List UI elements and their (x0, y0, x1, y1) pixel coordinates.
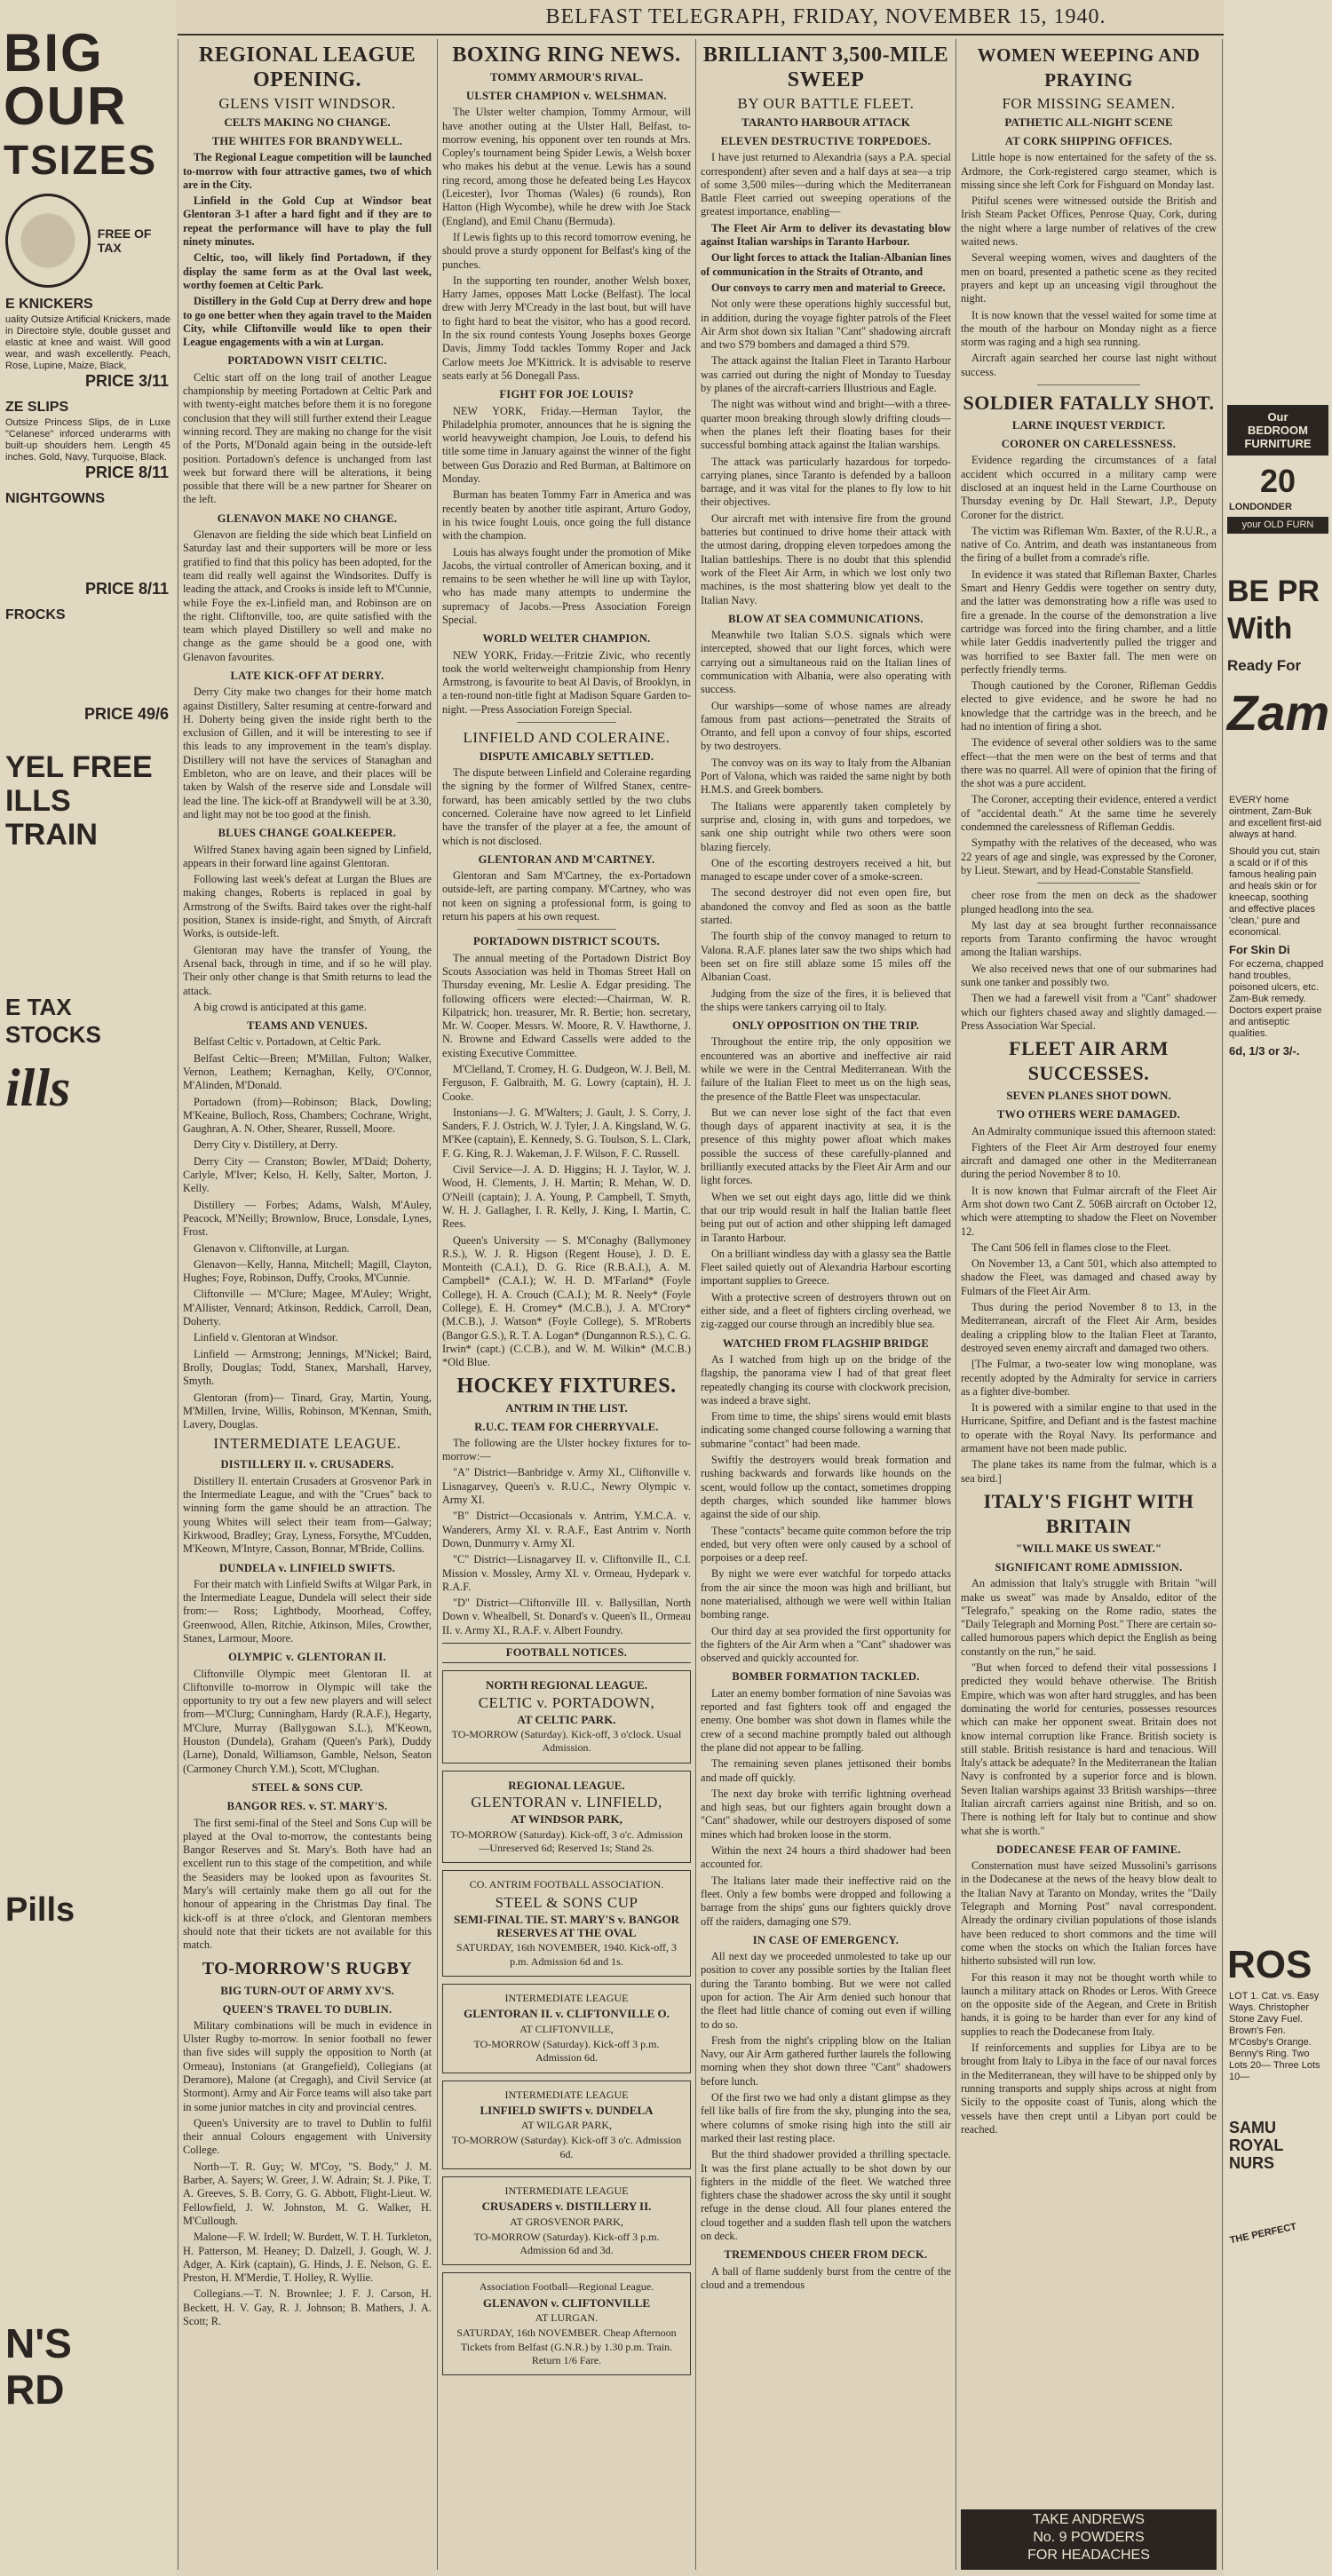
section-heading: BLUES CHANGE GOALKEEPER. (218, 827, 397, 840)
section-heading: DODECANESE FEAR OF FAMINE. (996, 1843, 1181, 1856)
section-heading: PORTADOWN VISIT CELTIC. (227, 354, 387, 368)
section-heading: THE WHITES FOR BRANDYWELL. (211, 135, 403, 147)
advert-word: YEL FREE (5, 750, 153, 784)
masthead-rule (178, 34, 1270, 36)
paragraph: Glenavon v. Cliftonville, at Lurgan. (194, 1241, 350, 1255)
advert-word: Our (1267, 410, 1288, 424)
paragraph: The second destroyer did not even open fire, but abandoned the convoy and fled as soon as the battle started. (701, 886, 951, 927)
section-heading: LATE KICK-OFF AT DERRY. (230, 669, 385, 682)
paragraph: Fighters of the Fleet Air Arm destroyed four enemy aircraft and damaged one other in the Mediterranean during the period November 8 to 10. (961, 1140, 1217, 1181)
frocks-price: PRICE 49/6 (83, 705, 169, 723)
paragraph: "But when forced to defend their vital possessions I predicted they would behave otherwise. The British Empire, which was won after hard struggles, and has been dominating the world for centuries, possesses resources which can make her opponent sweat. Britain does not know internal corruption like France. British society is still stable. British resistance is hard and tenacious. Will Italy's attack be adequate? In the Mediterranean the Italian Navy is confronted by a superior force and is blown. Seven Italian warships against 33 British warships—three Italian aircraft carriers against nine British, and so on. There is nothing left for Italy but to continue and show what she is worth." (961, 1661, 1217, 1837)
paragraph: Military combinations will be much in evidence in Ulster Rugby to-morrow. In senior football no fewer than five sides will supply the opposition to North (at Ormeau), Instonians (at Grangefield), Collegians (at Deramore), Malone (at Cregagh), and Civil Service (at Stormont). Army and Air Force teams will also take part in some junior matches in city and provincial centres. (183, 2018, 432, 2113)
free-of-tax-label: FREE OF TAX (97, 226, 152, 255)
section-heading: SIGNIFICANT ROME ADMISSION. (995, 1560, 1183, 1573)
paragraph: It is now known that the vessel waited for some time at the mouth of the harbour on Monday night as a fierce storm was raging and a high sea running. (961, 308, 1217, 349)
paragraph: The annual meeting of the Portadown District Boy Scouts Association was held in Thomas Street Hall on Thursday evening, Mr. Leslie A. Edgar presiding. The following officers were elected:—Chairman, W. R. Kilpatrick; hon. treasurer, Mr. R. Bertie; hon. secretary, Mr. W. Cooper. Messrs. W. Moore, R. V. Hawthorne, J. N. Browne and Edward Cassells were added to the existing Executive Committee. (442, 951, 691, 1059)
paragraph: For this reason it may not be thought worth while to launch a military attack on Rhodes or Leros. With Greece on the opposite side of the Aegean, and Crete in British hands, it is going to be harder than ever for any kind of supplies to reach the Dodecanese from Italy. (961, 1970, 1217, 2038)
section-heading: BOMBER FORMATION TACKLED. (732, 1670, 920, 1684)
zambuk-logo: Zam (1227, 685, 1330, 741)
paragraph: "B" District—Occasionals v. Antrim, Y.M.C.A. v. Wanderers, Army XI. v. R.A.F., East Antrim v. North Down, Dunmurry v. Army XI. (442, 1510, 691, 1550)
notice-line: AT GROSVENOR PARK, (510, 2215, 623, 2228)
notice-line: TO-MORROW (Saturday). Kick-off 3 p.m. Admission 6d and 3d. (473, 2230, 660, 2257)
paragraph: Distillery in the Gold Cup at Derry drew and hope to go one better when they again travel to the Maiden City, while Cliftonville would like to open their League engagements with a win at Lurgan. (183, 295, 432, 349)
paragraph: "C" District—Lisnagarvey II. v. Cliftonville II., C.I. Mission v. Mossley, Army XI. v. Ormeau, Hydepark v. R.A.F. (442, 1553, 691, 1593)
knickers-heading: E KNICKERS (5, 297, 93, 312)
paragraph: These "contacts" became quite common before the trip ended, but very often were only caused by a school of porpoises or a deep reef. (701, 1524, 951, 1565)
paragraph: Fresh from the night's crippling blow on the Italian Navy, our Air Arm gathered further laurels the following morning when they shot down three "Cant" shadowers before lunch. (701, 2033, 951, 2088)
paragraph: Thus during the period November 8 to 13, in the Mediterranean, aircraft of the Fleet Air Arm, besides dealing a crippling blow to the Italian Fleet at Taranto, destroyed seven enemy aircraft and damaged two others. (961, 1301, 1217, 1354)
paragraph: The victim was Rifleman Wm. Baxter, of the R.U.R., a native of Co. Antrim, and death was instantaneous from the firing of a bullet from a comrade's rifle. (961, 524, 1217, 565)
paragraph: All next day we proceeded unmolested to take up our position to cover any possible sorties by the Italian fleet during the Taranto bombing. But we were not called upon for action. The Air Arm denied such honour that the fleet had little chance of coming out even if willing to do so. (701, 1950, 951, 2031)
paragraph: The convoy was on its way to Italy from the Albanian Port of Valona, which was raided the same night by both H.M.S. and Greek bombers. (701, 756, 951, 797)
paragraph: Queen's University are to travel to Dublin to fulfil their annual Colours engagement with University College. (183, 2116, 432, 2157)
nightgowns-heading: NIGHTGOWNS (5, 491, 105, 506)
paragraph: The Ulster welter champion, Tommy Armour, will have another outing at the Ulster Hall, Belfast, to-morrow evening, his opponent over ten rounds at Mrs. Copley's tournament being Spider Lewis, a Welsh boxer who makes his debut at the venue. Lewis has a sound ring record, among those he defeated being Les Haycox (Leicester), Ivor Thomas (Wales) (6 rounds), Ron Hatton (High Wycombe), while he drew with Joe Stack (England), and Emil Chanu (Bermuda). (442, 106, 691, 227)
paragraph: Linfield v. Glentoran at Windsor. (194, 1331, 338, 1344)
paragraph: Then we had a farewell visit from a "Cant" shadower which our fighters chased away and slightly damaged.—Press Association War Special. (961, 992, 1217, 1032)
subheadline: BIG TURN-OUT OF ARMY XV'S. (220, 1983, 394, 1997)
paragraph: In the supporting ten rounder, another Welsh boxer, Harry James, opposes Matt Locke (Belfast). The local drew with Jerry M'Cready in the last bout, but will have to fight hard to beat the visitor, who has a good record. In the six round contests Young Josephs boxes George Davis, Jimmy Todd tackles Tommy Roper and Jack Carlow meets Joe M'Kittrick. It is advisable to reserve seats early at 56 Donegall Pass. (442, 273, 691, 382)
paragraph: The Cant 506 fell in flames close to the Fleet. (971, 1240, 1171, 1254)
notice-line: GLENTORAN v. LINFIELD, (471, 1794, 662, 1811)
advert-word: BEDROOM (1248, 424, 1308, 437)
section-heading: DISTILLERY II. v. CRUSADERS. (220, 1458, 394, 1471)
paragraph: The Italians were apparently taken completely by surprise and, closing in, with guns and torpedoes, we sank one ship outright while two others were soon blazing fiercely. (701, 799, 951, 853)
notice-line: INTERMEDIATE LEAGUE (504, 1992, 629, 2005)
paragraph: Our third day at sea provided the first opportunity for the fighters of the Air Arm when a "Cant" shadower was observed and quickly accounted for. (701, 1624, 951, 1665)
tax-seal-icon (5, 194, 91, 288)
notice-swifts-dundela (442, 2081, 691, 2169)
paragraph: Judging from the size of the fires, it is believed that the ships were tankers carrying oil to Italy. (701, 987, 951, 1013)
paragraph: Louis has always fought under the promotion of Mike Jacobs, the virtual controller of American boxing, and it remains to be seen whether he will line up with Taylor, who has made many attempts to undermine the supremacy of Jacobs.—Press Association Foreign Special. (442, 545, 691, 626)
notice-line: INTERMEDIATE LEAGUE (504, 2184, 629, 2197)
paragraph: Though cautioned by the Coroner, Rifleman Geddis elected to give evidence, and he swore he had no knowledge that the cartridge was in the breech, and he had no intention of firing a shot. (961, 679, 1217, 733)
advert-word: BE PR (1227, 575, 1320, 608)
paragraph: Linfield — Armstrong; Jennings, M'Nickel; Baird, Brolly, Douglas; Todd, Stanex, Marshall, Harvey, Smyth. (183, 1347, 432, 1388)
right-advert-column (1224, 0, 1332, 2576)
paragraph: NEW YORK, Friday.—Fritzie Zivic, who recently took the world welterweight championship from Henry Armstrong, is favourite to beat Al Davis, of Brooklyn, in a ten-round non-title fight at Madison Square Garden to-night. —Press Association Foreign Special. (442, 648, 691, 716)
paragraph: Collegians.—T. N. Brownlee; J. F. J. Carson, H. Beckett, H. V. Gay, R. J. Johnson; B. Mathers, J. A. Scott; R. (183, 2287, 432, 2328)
furniture-price: 20 (1259, 463, 1296, 499)
paragraph: With a protective screen of destroyers thrown out on either side, and a fleet of fighters circling overhead, we zig-zagged our course through an incredibly blue sea. (701, 1290, 951, 1331)
paragraph: The evidence of several other soldiers was to the same effect—that the men were on the best of terms and that there was no quarrel. All were of opinion that the firing of the shot was a pure accident. (961, 736, 1217, 790)
notice-steel-sons-cup (442, 1870, 691, 1977)
headline: ITALY'S FIGHT WITH BRITAIN (983, 1489, 1194, 1537)
notice-line: AT CLIFTONVILLE, (519, 2022, 614, 2035)
notice-line: GLENTORAN II. v. CLIFTONVILLE O. (464, 2007, 670, 2021)
notice-line: SATURDAY, 16th NOVEMBER, 1940. Kick-off, 3 p.m. Admission 6d and 1s. (456, 1941, 678, 1968)
notice-line: CO. ANTRIM FOOTBALL ASSOCIATION. (469, 1878, 664, 1891)
paragraph: The Regional League competition will be launched to-morrow with four attractive games, two of which are in the City. (183, 151, 432, 191)
paragraph: "D" District—Cliftonville III. v. Ballysillan, North Down v. Whealbell, St. Donard's v. Queen's II., Ormeau II. v. Army XI., R.A.F. v. Albert Foundry. (442, 1597, 691, 1637)
paragraph: Celtic start off on the long trail of another League championship by meeting Portadown at Celtic Park and with twenty-eight matches before them it is no foregone conclusion that they will still further extend their League winning record. They are making no change for the visit of the Ports, M'Donald again being in the outside-left position. Portadown's defence is unchanged from last week but forward there will be alterations, it being possible that there will be a new partner for Shearer on the left. (183, 370, 432, 506)
section-heading: BLOW AT SEA COMMUNICATIONS. (728, 612, 924, 625)
advert-word: N'S (5, 2320, 72, 2366)
column-rule (695, 39, 696, 2570)
subheadline: DISPUTE AMICABLY SETTLED. (480, 749, 654, 764)
paragraph: Cliftonville Olympic meet Glentoran II. at Cliftonville to-morrow in Olympic will take the opportunity to try out a few new players and will select from—M'Clurg; Cunningham, Hardy (R.A.F.), Hegarty, M'Clure, Murray (Ballygowan S.L.), M'Keown, Houston (Dundela), Graham (Queen's Park), Duddy (Larne), Donald, Williamson, Gamble, Nelson, Seaton (Carmoney Church Y.M.), Scott, M'Clughan. (183, 1667, 432, 1775)
subheadline: GLENS VISIT WINDSOR. (218, 95, 396, 112)
zambuk-text: EVERY home ointment, Zam-Buk and excellent first-aid always at hand. (1229, 795, 1321, 840)
furniture-footer: your OLD FURN (1227, 517, 1328, 534)
frocks-text (0, 625, 176, 705)
section-heading: WATCHED FROM FLAGSHIP BRIDGE (722, 1336, 930, 1350)
headline: TO-MORROW'S RUGBY (202, 1958, 413, 1978)
paragraph: The following are the Ulster hockey fixtures for to-morrow:— (442, 1436, 691, 1463)
subheadline: "WILL MAKE US SWEAT." (1015, 1541, 1162, 1555)
subheadline: CELTS MAKING NO CHANGE. (224, 115, 391, 129)
subheadline: BY OUR BATTLE FLEET. (737, 95, 915, 112)
notice-line: AT WILGAR PARK, (520, 2119, 613, 2132)
paragraph: The attack was particularly hazardous for torpedo-carrying planes, since Taranto is defended by a balloon barrage, and it was vital for the planes to fly low to hit their objectives. (701, 455, 951, 509)
notice-line: LINFIELD SWIFTS v. DUNDELA (480, 2103, 654, 2117)
frocks-heading: FROCKS (5, 607, 66, 622)
notice-line: CRUSADERS v. DISTILLERY II. (481, 2200, 652, 2214)
advert-word: RD (5, 2366, 65, 2413)
advert-word: BIG (4, 23, 104, 83)
advert-word: TRAIN (5, 818, 98, 852)
slips-heading: ZE SLIPS (5, 400, 69, 415)
paragraph: Swiftly the destroyers would break formation and rushing backwards and forwards like hounds on the scent, would follow up the contact, sometimes dropping depth charges, which sounded like hammer blows against the side of our ship. (701, 1454, 951, 1521)
paragraph: A big crowd is anticipated at this game. (194, 1000, 367, 1013)
paragraph: [The Fulmar, a two-seater low wing monoplane, was recently adopted by the Admiralty for service in carriers as a fighter dive-bomber. (961, 1358, 1217, 1398)
paragraph: If reinforcements and supplies for Libya are to be brought from Italy to Libya in the face of our naval forces in the Mediterranean, they will have to be shipped only by running transports and supply ships across at night from Sicily to the opposite coast of Tunis, along which the vessels have then crept until a Libyan port could be reached. (961, 2041, 1217, 2136)
headline: FLEET AIR ARM SUCCESSES. (1009, 1037, 1169, 1085)
paragraph: From time to time, the ships' sirens would emit blasts indicating some changed course following a warning that submarine "contact" had been made. (701, 1410, 951, 1450)
section-heading: GLENTORAN AND M'CARTNEY. (478, 852, 655, 866)
notice-line: INTERMEDIATE LEAGUE (504, 2088, 629, 2101)
notice-line: TO-MORROW (Saturday). Kick-off 3 p.m. Admission 6d. (473, 2037, 660, 2065)
notice-line: NORTH REGIONAL LEAGUE. (486, 1678, 647, 1692)
paragraph: Later an enemy bomber formation of nine Savoias was reported and fast fighters took off and engaged the enemy. One bomber was shot down in flames while the crew of a second machine promptly baled out although the plane did not appear to be falling. (701, 1686, 951, 1754)
paragraph: NEW YORK, Friday.—Herman Taylor, the Philadelphia promoter, announces that he is signing the world heavyweight champion, Joe Louis, to defend his title some time in January against the winner of the fight between Gus Dorazio and Red Burman, at Baltimore on Monday. (442, 404, 691, 486)
notice-line: AT LURGAN. (535, 2311, 599, 2325)
paragraph: Of the first two we had only a distant glimpse as they fell like balls of fire from the sky, plunging into the sea, where columns of smoke rising high into the still air marked their last resting place. (701, 2091, 951, 2144)
section-heading: TWO OTHERS WERE DAMAGED. (996, 1108, 1181, 1122)
knickers-price: PRICE 3/11 (84, 372, 169, 390)
paragraph: Sympathy with the relatives of the deceased, who was 22 years of age and single, was expressed by the Coroner, by Lieut. Stewart, and by Head-Constable Stansfield. (961, 836, 1217, 876)
paragraph: My last day at sea brought further reconnaissance reports from Taranto confirming the havoc wrought among the Italian warships. (961, 918, 1217, 959)
notice-line: REGIONAL LEAGUE. (508, 1778, 625, 1792)
paragraph: It is powered with a similar engine to that used in the Hurricane, Spitfire, and Defiant and is the fastest machine to operate with the Royal Navy. Its performance and armament have not been made public. (961, 1401, 1217, 1455)
divider (1037, 883, 1139, 884)
column-boxing-hockey (442, 39, 691, 2572)
paragraph: An Admiralty communique issued this afternoon stated: (971, 1124, 1217, 1137)
paragraph: Belfast Celtic—Breen; M'Millan, Fulton; Walker, Vernon, Leathem; Kernaghan, Kelly, O'Connor, M'Alinden, M'Donald. (183, 1051, 432, 1092)
section-heading: ONLY OPPOSITION ON THE TRIP. (732, 1019, 920, 1033)
notice-line: TO-MORROW (Saturday). Kick-off 3 o'c. Admission 6d. (451, 2134, 682, 2160)
advert-word: E TAX (5, 994, 72, 1020)
headline: BRILLIANT 3,500-MILE SWEEP (702, 44, 949, 91)
paragraph: Consternation must have seized Mussolini's garrisons in the Dodecanese at the news of the heavy blow dealt to the Italian Navy at Taranto on Monday, writes the "Daily Telegraph and Morning Post" naval correspondent. Already the ordinary civilian populations of those islands have been reduced to short commons and the time will come when the stocks on which the Italian forces have hitherto subsisted will run low. (961, 1859, 1217, 1968)
paragraph: Portadown (from)—Robinson; Black, Dowling; M'Keaine, Bulloch, Ross, Chambers; Cochrane, Wright, Gaughran, A. N. Other, Shearer, Russell, Moore. (183, 1095, 432, 1136)
paragraph: But the third shadower provided a thrilling spectacle. It was the first plane actually to be shot down by our fighters in the middle of the fleet. We watched three fighters chase the shadower across the sky until it sought refuge in the dense cloud. All four planes entered the cloud together and a sudden flash tell upon the watchers on deck. (701, 2148, 951, 2243)
perfect-advert: THE PERFECT (1228, 2221, 1298, 2247)
outsize-advert-headline (4, 23, 176, 186)
divider (517, 722, 616, 723)
paragraph: By night we were ever watchful for torpedo attacks from the air since the moon was high and brilliant, but none materialised, although we were well within Italian bombing range. (701, 1567, 951, 1621)
paragraph: Throughout the entire trip, the only opposition we encountered was an abortive and ineffective air raid while we were in the Central Mediterranean. With the failure of the Italian Fleet to meet us on the high seas, the presence of the Battle Fleet was unspectacular. (701, 1035, 951, 1103)
subheadline: SEVEN PLANES SHOT DOWN. (1006, 1089, 1171, 1103)
paragraph: Not only were these operations highly successful but, in addition, during the voyage fighter patrols of the Fleet Air Arm shot down six Italian "Cant" shadowing aircraft and two S79 bombers and damaged a third S79. (701, 297, 951, 352)
paragraph: Cliftonville — M'Clure; Magee, M'Auley; Wright, M'Allister, Vennard; Atkinson, Reddick, Carroll, Dean, Doherty. (183, 1288, 432, 1328)
section-heading: DUNDELA v. LINFIELD SWIFTS. (218, 1561, 396, 1574)
headline: HOCKEY FIXTURES. (456, 1374, 677, 1398)
column-cork-larne-italy (961, 39, 1217, 2572)
paragraph: "A" District—Banbridge v. Army XI., Cliftonville v. Lisnagarvey, Queen's v. R.U.C., Newry Olympic v. Army XI. (442, 1466, 691, 1507)
advert-word: ILLS (5, 784, 71, 818)
paragraph: Following last week's defeat at Lurgan the Blues are making changes, Roberts is replaced in goal by Armstrong of the Swifts. Baird takes over the right-half position, Stanex is inside-right, and Smyth, of Aircraft Works, is outside-left. (183, 873, 432, 940)
advert-line: TAKE ANDREWS (1033, 2512, 1145, 2527)
subheadline: INTERMEDIATE LEAGUE. (213, 1435, 401, 1453)
paragraph: The next day broke with terrific lightning overhead and high seas, but our fighters again brought down a "Cant" shadower, while our destroyers disposed of some mines which had broken loose in the storm. (701, 1787, 951, 1841)
paragraph: In evidence it was stated that Rifleman Baxter, Charles Smart and Henry Geddis were together on sentry duty, and the latter was demonstrating how a rifle was used to fire a grenade. In the course of the demonstration a live cartridge was forced into the firing chamber, and a little while later Geddis inadvertently pulled the trigger and was horrified to see Baxter fall. The men were on perfectly friendly terms. (961, 567, 1217, 676)
advert-word: Ready For (1227, 657, 1302, 674)
advert-word: With (1227, 612, 1293, 646)
bottom-left-advert (5, 2320, 170, 2413)
headline: REGIONAL LEAGUE OPENING. (198, 44, 416, 91)
paragraph: Burman has beaten Tommy Farr in America and was recently beaten by another title aspirant, Arturo Godoy, in his twice fought Louis, once going the full distance with the champion. (442, 488, 691, 543)
subheadline: ANTRIM IN THE LIST. (505, 1400, 628, 1415)
paragraph: But we can never lose sight of the fact that even though days of apparent inactivity at sea, it is the presence of this mighty power afloat which makes possible the success of these carefully-planned and brilliantly executed attacks by the Fleet Air Arm and our light forces. (701, 1106, 951, 1187)
section-heading: BANGOR RES. v. ST. MARY'S. (226, 1800, 388, 1813)
paragraph: Our light forces to attack the Italian-Albanian lines of communication in the Straits of Otranto, and (701, 251, 951, 278)
notice-line: STEEL & SONS CUP (495, 1893, 638, 1911)
subheadline: PATHETIC ALL-NIGHT SCENE (1004, 115, 1173, 129)
notice-line: GLENAVON v. CLIFTONVILLE (482, 2295, 651, 2310)
headline: BOXING RING NEWS. (452, 44, 681, 67)
notice-line: TO-MORROW (Saturday). Kick-off, 3 o'c. Admission—Unreserved 6d; Reserved 1s; Stand 2s. (450, 1827, 683, 1854)
section-heading: R.U.C. TEAM FOR CHERRYVALE. (474, 1420, 659, 1433)
notice-crusaders-distillery (442, 2176, 691, 2265)
page-masthead: BELFAST TELEGRAPH, FRIDAY, NOVEMBER 15, 1940. (545, 5, 1106, 28)
paragraph: If Lewis fights up to this record tomorrow evening, he should prove a sturdy opponent for Belfast's king of the punches. (442, 230, 691, 271)
divider (517, 929, 616, 930)
notice-glentoran-cliftonville (442, 1984, 691, 2073)
knickers-text: uality Outsize Artificial Knickers, made in Directoire style, double gusset and elastic at knee and waist. Will good wear, and wash excellently. Peach, Rose, Lupine, Maize, Black, (5, 314, 170, 371)
paragraph: The night was without wind and bright—with a three-quarter moon breaking through slowly drifting clouds—when the planes left their floating bases for their successful bombing attack against the Italian warships. (701, 398, 951, 452)
advert-line: FOR HEADACHES (1027, 2548, 1150, 2563)
zambuk-text: Should you cut, stain a scald or if of this famous healing pain and heals skin or for kneecap, soothing and effective places 'clean,' pure and economical. (1229, 846, 1320, 938)
zambuk-price: 6d, 1/3 or 3/-. (1229, 1044, 1300, 1058)
section-heading: OLYMPIC v. GLENTORAN II. (228, 1651, 386, 1664)
paragraph: Derry City make two changes for their home match against Distillery, Salter resuming at centre-forward and H. Doherty being given the inside right berth to the exclusion of Gillen, and it will be interesting to see if this leads to any improvement in the team's display. Distillery will not have the services of Stanaghan and Embleton, who are on leave, and their places will be taken by Walsh of the reserve side and Lonsdale will lead the line. The kick-off at Brandywell will be at 3.30, and light may not be too good at the finish. (183, 686, 432, 820)
advert-word: TSIZES (4, 137, 158, 183)
paragraph: Distillery II. entertain Crusaders at Grosvenor Park in the Intermediate League, and with the "Crues" back to winning form the game should be an attraction. The young Whites will select their team from—Galway; Kirkwood, Bradley; Gray, Lyness, Forsythe, M'Cudden, M'Keown, M'Intyre, Casson, Bonnar, M'Bride, Collins. (183, 1474, 432, 1556)
paragraph: Evidence regarding the circumstances of a fatal accident which occurred in a military camp were disclosed at an inquest held in the Larne Courthouse on Thursday evening by Dr. Hall Stewart, J.P., Deputy Coroner for the district. (961, 454, 1217, 521)
paragraph: We also received news that one of our submarines had sunk one tanker and possibly two. (961, 962, 1217, 989)
furniture-location: LONDONDER (1229, 502, 1292, 512)
paragraph: Celtic, too, will likely find Portadown, if they display the same form as at the Oval last week, worthy foemen at Celtic Park. (183, 251, 432, 291)
paragraph: M'Clelland, T. Cromey, H. G. Dudgeon, W. J. Bell, M. Ferguson, F. Galbraith, M. G. Lowry (captain), H. J. Cooke. (442, 1063, 691, 1103)
zambuk-text: For eczema, chapped hand troubles, poisoned ulcers, etc. Zam-Buk remedy. Doctors expert praise and antiseptic qualities. (1229, 959, 1324, 1039)
paragraph: The Coroner, accepting their evidence, entered a verdict of "accidental death." At the same time he severely condemned the carelessness of Rifleman Geddis. (961, 793, 1217, 834)
column-rule (437, 39, 438, 2570)
notice-glenavon-cliftonville (442, 2272, 691, 2375)
nightgowns-text (0, 509, 176, 580)
paragraph: Our convoys to carry men and material to Greece. (711, 281, 946, 294)
zambuk-subhead: For Skin Di (1229, 943, 1290, 956)
paragraph: Glenavon—Kelly, Hanna, Mitchell; Magill, Clayton, Hughes; Foye, Robinson, Duffy, Crooks, M'Cunnie. (183, 1257, 432, 1285)
paragraph: Instonians—J. G. M'Walters; J. Gault, J. S. Corry, J. Sanders, F. J. Ostrich, W. J. Tyler, J. A. Kingsland, W. G. M'Kee (captain), E. Kennedy, S. G. Toulson, S. L. Clark, F. G. King, R. J. Wakeman, J. F. Wilson, F. C. Russell. (442, 1106, 691, 1160)
paragraph: Glentoran (from)— Tinard, Gray, Martin, Young, M'Millen, Irvine, Willis, Robinson, M'Kennan, Smith, Lavery, Douglas. (183, 1391, 432, 1431)
nightgowns-price: PRICE 8/11 (84, 580, 169, 598)
paragraph: Little hope is now entertained for the safety of the ss. Ardmore, the Cork-registered cargo steamer, which is missing since she left Cork for Fishguard on Monday last. (961, 151, 1217, 191)
paragraph: When we set out eight days ago, little did we think that our trip would result in half the Italian battle fleet being put out of action and other shipping left damaged in Taranto Harbour. (701, 1190, 951, 1244)
notice-celtic-portadown (442, 1670, 691, 1763)
advert-word: FURNITURE (1244, 437, 1312, 450)
paragraph: An admission that Italy's struggle with Britain "will make us sweat" was made by Ansaldo, editor of the "Telegrafo," speaking on the Rome radio, states the "Daily Telegraph and Morning Post." There are certain so-called humorous papers which depict the English as being constantly on the run," he said. (961, 1577, 1217, 1658)
slips-price: PRICE 8/11 (84, 464, 169, 481)
subheadline: TARANTO HARBOUR ATTACK (741, 115, 910, 129)
paragraph: Within the next 24 hours a third shadower had been accounted for. (701, 1844, 951, 1871)
section-heading: QUEEN'S TRAVEL TO DUBLIN. (222, 2002, 392, 2016)
paragraph: Several weeping women, wives and daughters of the men on board, presented a pathetic scene as they recited prayers and kept up an unceasing vigil throughout the night. (961, 251, 1217, 305)
paragraph: Aircraft again searched her course last night without success. (961, 352, 1217, 378)
section-heading: PORTADOWN DISTRICT SCOUTS. (472, 935, 661, 948)
paragraph: Glentoran may have the transfer of Young, the Arsenal back, through in time, and if so he will play. Their only other change is that Smith returns to lead the attack. (183, 943, 432, 997)
subheadline: FOR MISSING SEAMEN. (1002, 95, 1176, 112)
paragraph: Malone—F. W. Irdell; W. Burdett, W. T. H. Turkleton, H. Patterson, M. Heaney; D. Dalzell, J. Gough, W. J. Adger, A. Kirk (captain), G. Hinds, J. E. Nelson, G. E. Preston, H. M'Merdie, T. Holley, R. Wyllie. (183, 2231, 432, 2285)
notices-heading: FOOTBALL NOTICES. (442, 1643, 691, 1663)
ros-advert: ROS (1227, 1943, 1312, 1986)
paragraph: The plane takes its name from the fulmar, which is a sea bird.] (961, 1458, 1217, 1485)
divider (1037, 384, 1139, 385)
notice-line: TO-MORROW (Saturday). Kick-off, 3 o'clock. Usual Admission. (451, 1728, 682, 1755)
paragraph: Wilfred Stanex having again been signed by Linfield, appears in their forward line against Glentoran. (183, 843, 432, 869)
paragraph: On November 13, a Cant 501, which also attempted to shadow the Fleet, was damaged and chased away by Fulmars of the Fleet Air Arm. (961, 1257, 1217, 1297)
paragraph: Glenavon are fielding the side which beat Linfield on Saturday last and their supporters will be more or less gratified to find that this policy has been adopted, for the team did really well against the Windsorites. Duffy is leading the attack, and Crooks is inside left to M'Cunnie, while Foye the ex-Linfield man, and Robinson are on the right. Cliftonville, too, are quite satisfied with the team which played Distillery so well and make no change as the game should be a good one, with Glenavon favourites. (183, 528, 432, 663)
section-heading: AT CORK SHIPPING OFFICES. (1004, 135, 1173, 147)
paragraph: Meanwhile two Italian S.O.S. signals which were intercepted, showed that our light forces, which were carrying out a simultaneous raid on the Italian lines of communication with Albania, were also operating with success. (701, 629, 951, 696)
advert-word: STOCKS (5, 1021, 101, 1048)
wills-logo: ills (5, 1058, 71, 1117)
paragraph: Linfield in the Gold Cup at Windsor beat Glentoran 3-1 after a hard fight and if they are to repeat the performance will have to play the full ninety minutes. (183, 194, 432, 249)
pills-advert: Pills (5, 1891, 75, 1929)
paragraph: A ball of flame suddenly burst from the centre of the cloud and a tremendous (701, 2264, 951, 2291)
paragraph: cheer rose from the men on deck as the shadower plunged headlong into the sea. (961, 889, 1217, 915)
paragraph: The first semi-final of the Steel and Sons Cup will be played at the Oval to-morrow, the contestants being Bangor Reserves and St. Mary's. Both have had an excellent run to this stage of the competition, and while the Seasiders may be looked upon as favourites St. Mary's will certainly make them go all out for the honour of appearing in the Christmas Day final. The kick-off is at three o'clock, and Glentoran members should note that their tickets are not available for this match. (183, 1816, 432, 1952)
notice-glentoran-linfield (442, 1771, 691, 1863)
section-heading: IN CASE OF EMERGENCY. (752, 1933, 900, 1946)
paragraph: It is now known that Fulmar aircraft of the Fleet Air Arm shot down two Cant Z. 506B aircraft on October 12, which were attempting to shadow the Fleet on November 12. (961, 1184, 1217, 1238)
notice-line: AT WINDSOR PARK, (511, 1812, 622, 1827)
column-rule (1222, 39, 1223, 2570)
paragraph: The remaining seven planes jettisoned their bombs and made off quickly. (701, 1757, 951, 1784)
rail-advert (5, 750, 170, 852)
section-heading: CORONER ON CARELESSNESS. (1001, 438, 1177, 451)
tax-advert (5, 994, 170, 1049)
section-heading: ELEVEN DESTRUCTIVE TORPEDOES. (720, 135, 932, 147)
paragraph: North—T. R. Guy; W. M'Coy, "S. Body," J. M. Barber, A. Sayers; W. Greer, J. W. Adrain; St. J. Pike, T. A. Greeves, S. B. Corry, G. G. Abbott, Flight-Lieut. W. Fellowfield, J. W. Johnston, M. G. Walker, H. M'Cullough. (183, 2160, 432, 2227)
furniture-advert (1227, 405, 1328, 456)
subheadline: LARNE INQUEST VERDICT. (1011, 418, 1166, 432)
paragraph: Civil Service—J. A. D. Higgins; H. J. Taylor, W. J. Wood, H. Clements, J. H. Martin; R. Mehan, W. D. O'Neill (captain); J. A. Young, P. Campbell, T. Smyth, W. H. J. Gallagher, I. R. Kelly, J. King, I. Martin, C. Rees. (442, 1163, 691, 1231)
paragraph: For their match with Linfield Swifts at Wilgar Park, in the Intermediate League, Dundela will select their side from:— Ross; Lightbody, Moorhead, Coffey, Greenwood, Allen, Ritchie, Atkinson, Miles, Crowther, Stanex, Larmour, Moore. (183, 1577, 432, 1645)
section-heading: WORLD WELTER CHAMPION. (482, 632, 651, 646)
paragraph: Belfast Celtic v. Portadown, at Celtic Park. (194, 1035, 382, 1049)
paragraph: Pitiful scenes were witnessed outside the British and Irish Steam Packet Offices, Penrose Quay, Cork, during the night where a large number of relatives of the crew waited news. (961, 194, 1217, 249)
paragraph: The Fleet Air Arm to deliver its devastating blow against Italian warships in Taranto Harbour. (701, 221, 951, 249)
section-heading: FIGHT FOR JOE LOUIS? (499, 388, 634, 401)
column-regional-league (183, 39, 432, 2572)
subheadline: TOMMY ARMOUR'S RIVAL. (489, 70, 644, 83)
column-fleet-sweep (701, 39, 951, 2572)
paragraph: Our warships—some of whose names are already famous from past actions—penetrated the Straits of Otranto, and fell upon a convoy of four ships, escorted by two destroyers. (701, 699, 951, 753)
advert-word: OUR (4, 76, 128, 136)
paragraph: Queen's University — S. M'Conaghy (Ballymoney R.S.), W. J. R. Higson (Regent House), J. D. E. Monteith (C.A.I.), D. G. Rice (R.B.A.I.), A. M. Campbell* (C.A.I.); W. H. D. M'Farland* (Foyle College), H. A. Crouch (C.A.I.); M. R. Neely* (Foyle College), E. H. Cromey* (M.C.B.), J. A. M'Crory* (M.C.B.), J. Watson* (Foyle College), S. M'Roberts (Bangor G.S.), R. T. A. Logan* (Dungannon R.S.), C. G. Irwin* (capt.) (C.C.B.), and W. M. Wilkin* (M.C.B.) *Old Blue. (442, 1233, 691, 1369)
paragraph: On a brilliant windless day with a glassy sea the Battle Fleet sailed quietly out of Alexandria Harbour escorting important supplies to Greece. (701, 1247, 951, 1288)
headline: LINFIELD AND COLERAINE. (463, 729, 670, 747)
column-rule (955, 39, 956, 2570)
paragraph: The attack against the Italian Fleet in Taranto Harbour was carried out during the night of Monday to Tuesday by planes of the aircraft-carriers Illustrious and Eagle. (701, 354, 951, 395)
paragraph: As I watched from high up on the bridge of the flagship, the panorama view I had of that great fleet repeatedly changing its course with clockwork precision, was indeed a brave sight. (701, 1352, 951, 1407)
notice-line: AT CELTIC PARK. (517, 1712, 616, 1726)
paragraph: The Italians later made their ineffective raid on the fleet. Only a few bombs were dropped and following a barrage from the ships' guns our fighters quickly drove off the raiders, damaging one S79. (701, 1874, 951, 1928)
section-heading: TEAMS AND VENUES. (247, 1019, 368, 1033)
andrews-powders-advert (961, 2509, 1217, 2570)
paragraph: The dispute between Linfield and Coleraine regarding the signing by the former of Wilfred Stanex, centre-forward, has been amicably settled by the two clubs concerned. Coleraine have now agreed to let Linfield have the transfer of the player at a fee, the amount of which is not disclosed. (442, 766, 691, 847)
samu-advert: SAMU ROYAL NURS (1229, 2119, 1284, 2172)
headline: SOLDIER FATALLY SHOT. (963, 392, 1215, 415)
notice-line: Association Football—Regional League. (479, 2280, 654, 2294)
ros-advert-text: LOT 1. Cat. vs. Easy Ways. Christopher Stone Zavy Fuel. Brown's Fen. M'Cosby's Orange. Benny's Ring. Two Lots 20— Three Lots 10— (1229, 1991, 1320, 2082)
paragraph: I have just returned to Alexandria (says a P.A. special correspondent) after seven and a half days at sea—a trip of some 3,500 miles—during which the Mediterranean Battle Fleet carried out sweeping operations of the greatest importance, enabling— (701, 151, 951, 218)
paragraph: The fourth ship of the convoy managed to return to Valona. R.A.F. planes later saw the two ships which had been set on fire still ablaze some 15 miles off the Albanian Coast. (701, 930, 951, 984)
advert-line: No. 9 POWDERS (1033, 2530, 1145, 2545)
paragraph: Glentoran and Sam M'Cartney, the ex-Portadown outside-left, are parting company. M'Cartney, who was not keen on signing a professional form, is going to return his papers at his own request. (442, 869, 691, 923)
notice-line: SEMI-FINAL TIE. ST. MARY'S v. BANGOR RESERVES AT THE OVAL (453, 1912, 680, 1940)
section-heading: STEEL & SONS CUP. (251, 1780, 363, 1794)
paragraph: Our aircraft met with intensive fire from the ground batteries but continued to drive home their attack with the utmost daring, dropping eleven torpedoes among the Italian battleships. There is no doubt that this splendid work of the Fleet Air Arm, in which we lost only two machines, is the most shattering blow yet dealt to the Italian Navy. (701, 511, 951, 606)
paragraph: Derry City — Cranston; Bowler, M'Daid; Doherty, Carlyle, M'Iver; Kelso, H. Kelly, Salter, Morton, J. Kelly. (183, 1154, 432, 1195)
paragraph: Derry City v. Distillery, at Derry. (194, 1138, 338, 1152)
zambuk-headline (1224, 573, 1332, 685)
headline: WOMEN WEEPING AND PRAYING (977, 44, 1201, 91)
section-heading: ULSTER CHAMPION v. WELSHMAN. (466, 90, 667, 102)
notice-line: SATURDAY, 16th NOVEMBER. Cheap Afternoon Tickets from Belfast (G.N.R.) by 1.30 p.m. Train. Return 1/6 Fare. (456, 2326, 677, 2366)
section-heading: GLENAVON MAKE NO CHANGE. (217, 511, 398, 525)
paragraph: Distillery — Forbes; Adams, Walsh, M'Auley, Peacock, M'Neilly; Brownlow, Bruce, Lonsdale, Lynes, Frost. (183, 1198, 432, 1239)
left-advert-column (0, 0, 176, 2576)
section-heading: TREMENDOUS CHEER FROM DECK. (724, 2248, 928, 2262)
slips-text: Outsize Princess Slips, de in Luxe "Celanese" inforced underarms with built-up shoulders hem. Length 45 inches. Gold, Navy, Turquoise, Black. (5, 417, 170, 463)
paragraph: One of the escorting destroyers received a hit, but managed to escape under cover of a smoke-screen. (701, 856, 951, 884)
notice-line: CELTIC v. PORTADOWN, (478, 1693, 655, 1711)
